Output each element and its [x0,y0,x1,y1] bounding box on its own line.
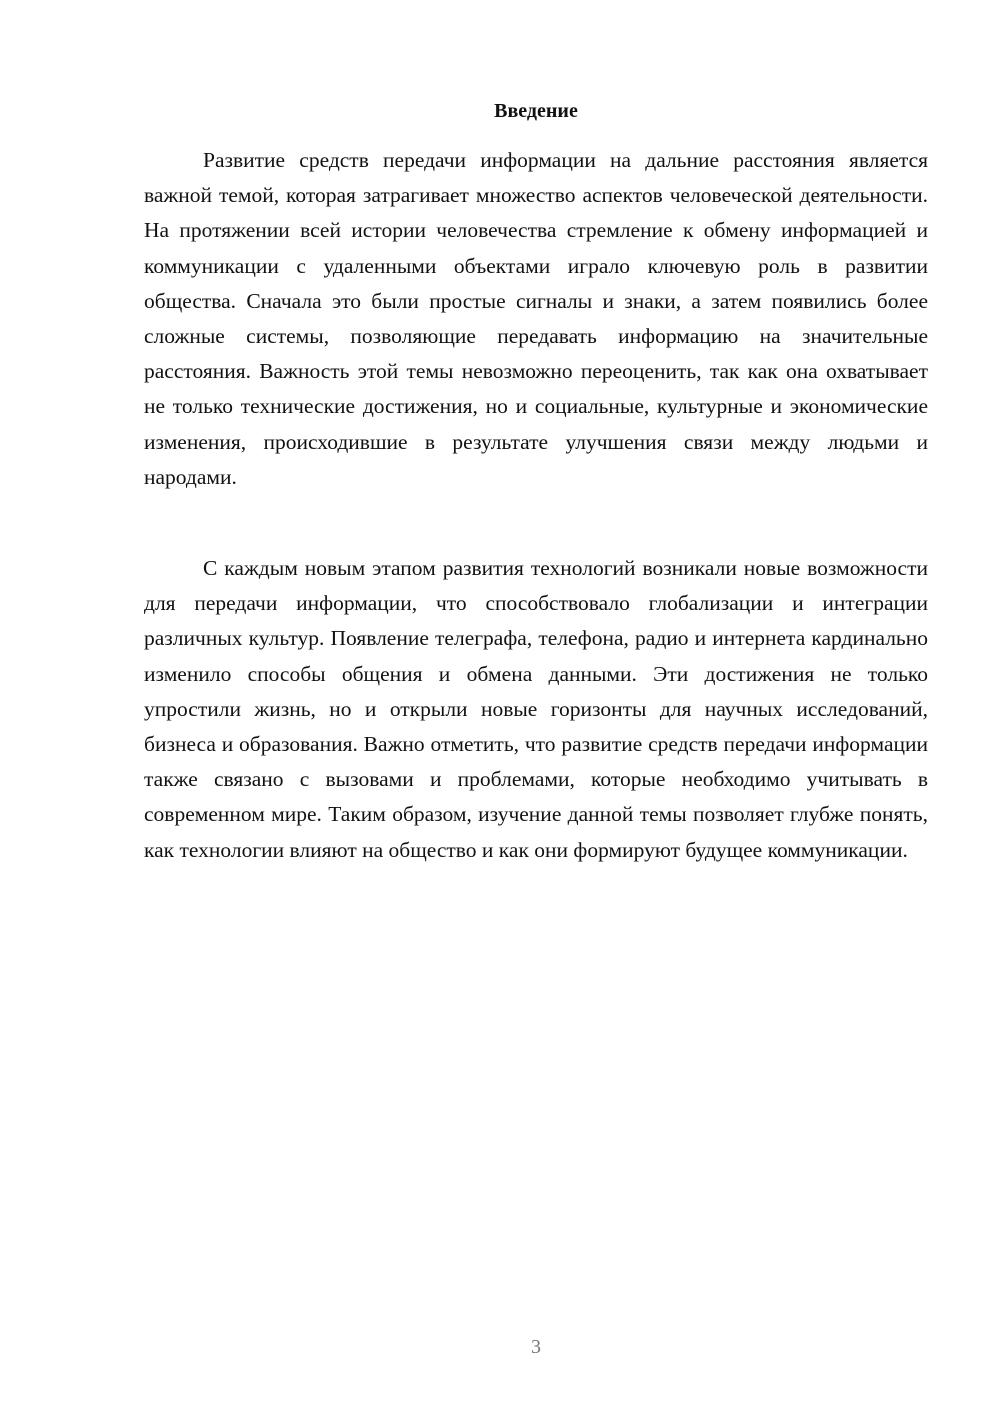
paragraph-2: С каждым новым этапом развития технологий возникали новые возможности для передачи информации, что способствовало глобализации и интеграции различных культур. Появление телеграфа, телефона, радио и интернета кардинально изменило способы общения и обмена данными. Эти достижения не только упростили жизнь, но и открыли новые горизонты для научных исследований, бизнеса и образования. Важно отметить, что развитие средств передачи информации также связано с вызовами и проблемами, которые необходимо учитывать в современном мире. Таким образом, изучение данной темы позволяет глубже понять, как технологии влияют на общество и как они формируют будущее коммуникации. [144,556,928,862]
page-number: 3 [531,1336,541,1358]
paragraph-1: Развитие средств передачи информации на дальние расстояния является важной темой, которая затрагивает множество аспектов человеческой деятельности. На протяжении всей истории человечества стремление к обмену информацией и коммуникации с удаленными объектами играло ключевую роль в развитии общества. Сначала это были простые сигналы и знаки, а затем появились более сложные системы, позволяющие передавать информацию на значительные расстояния. Важность этой темы невозможно переоценить, так как она охватывает не только технические достижения, но и социальные, культурные и экономические изменения, происходившие в результате улучшения связи между людьми и народами. [144,148,928,489]
section-heading: Введение [494,100,578,122]
